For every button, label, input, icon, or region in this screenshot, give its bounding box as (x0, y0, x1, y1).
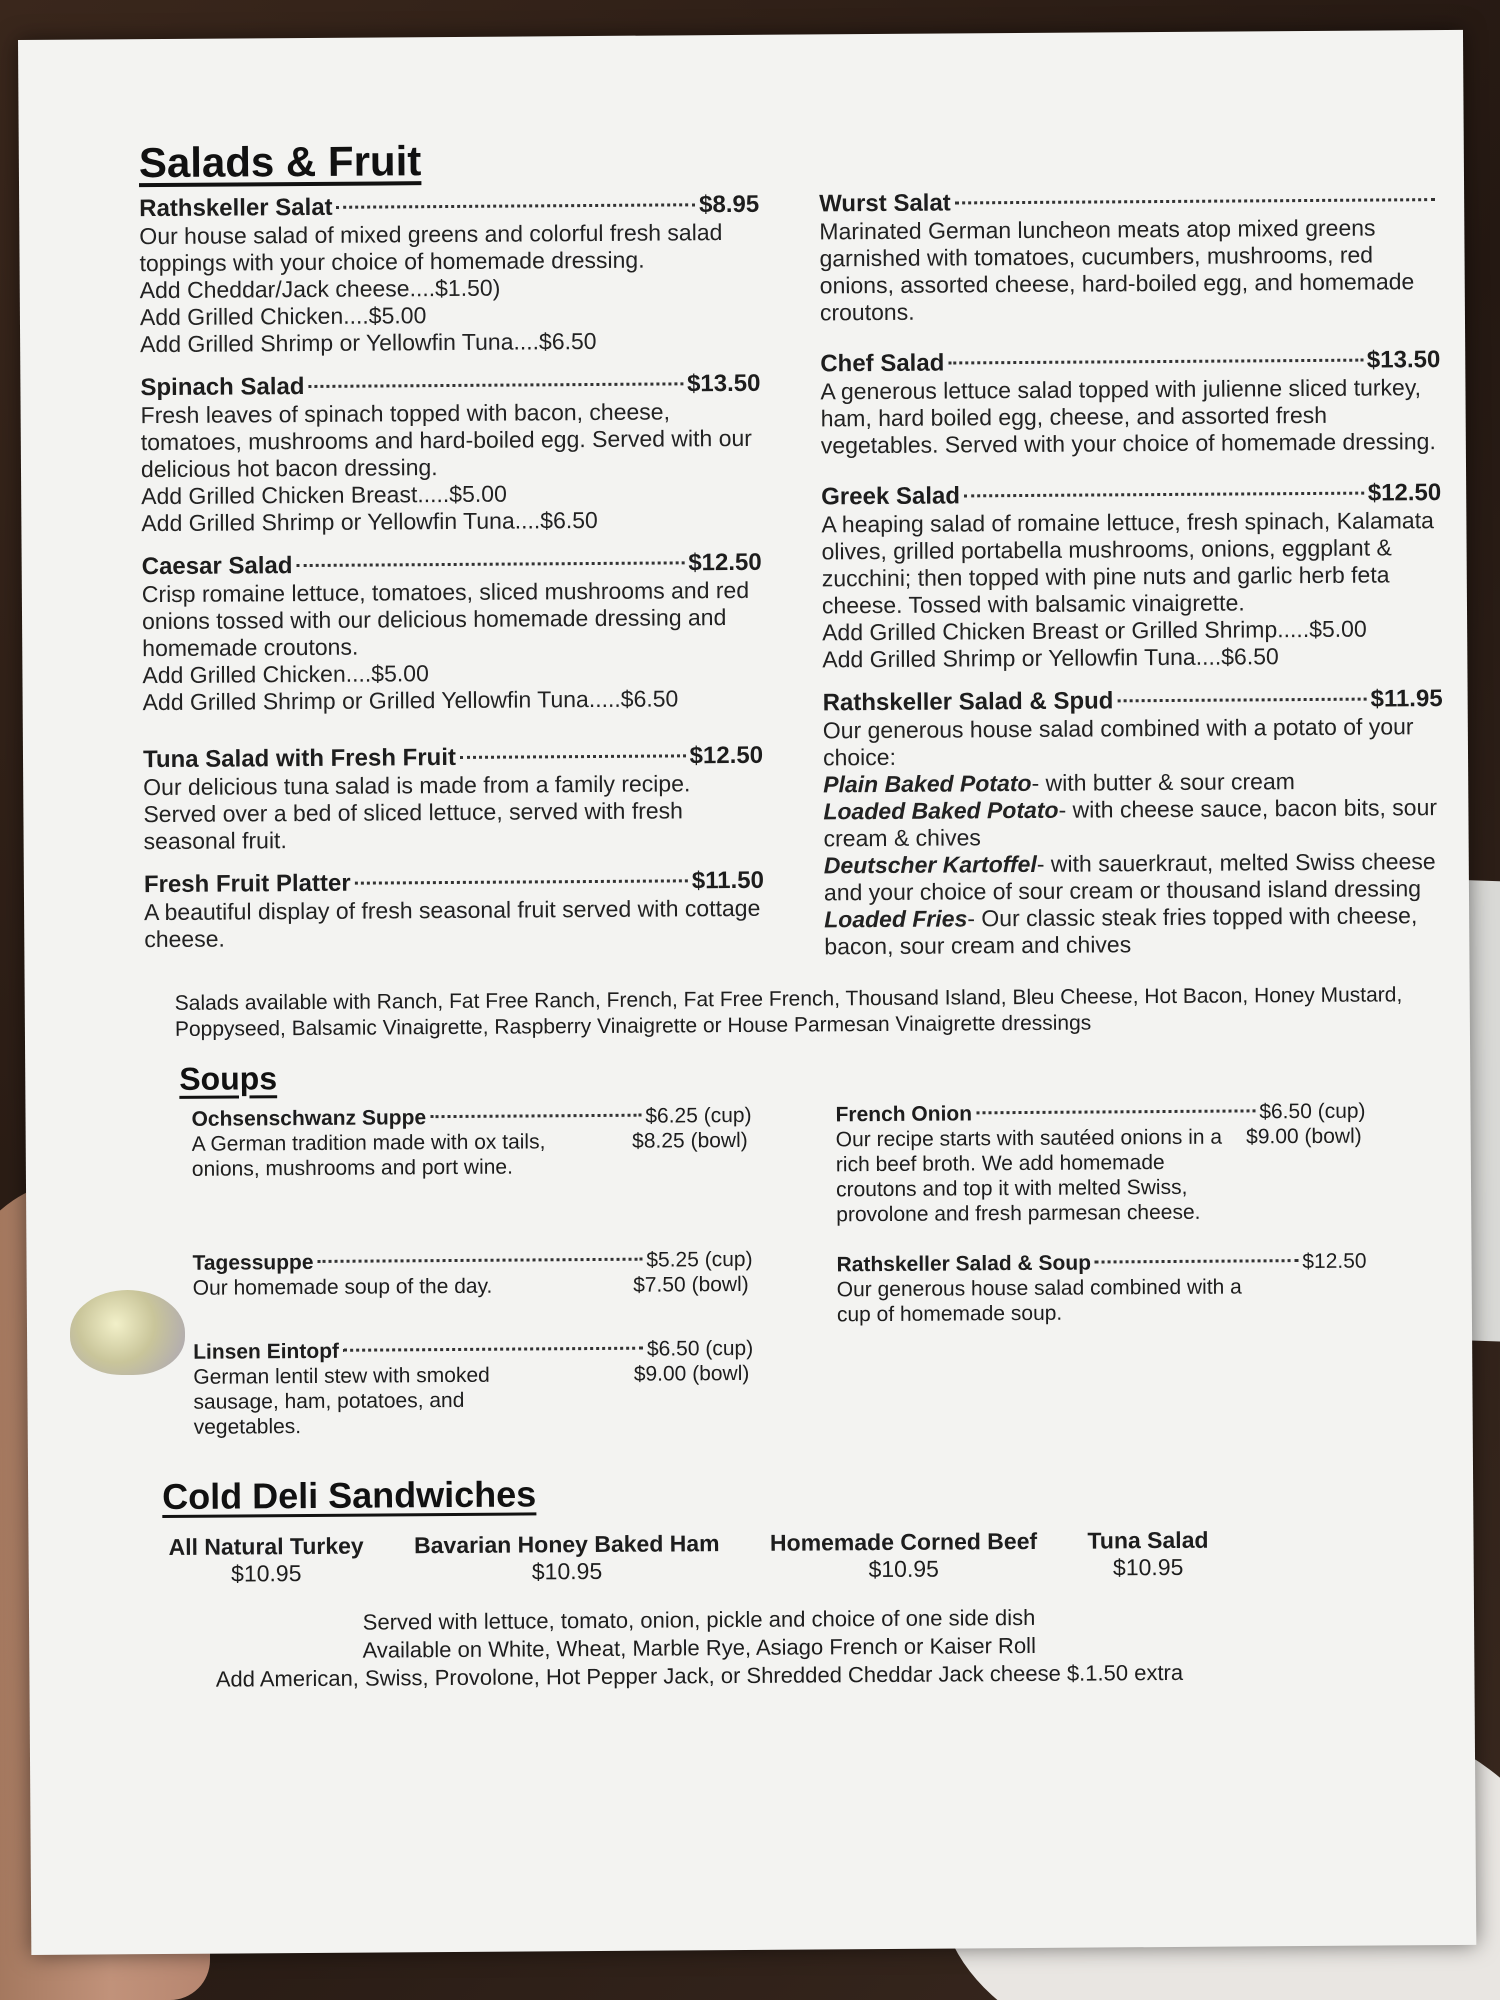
soup-item (192, 1248, 752, 1301)
item-price: $12.50 (689, 741, 764, 770)
item-addon: Add Cheddar/Jack cheese....$1.50) (139, 274, 501, 304)
menu-item (142, 549, 763, 716)
sandwich-note: Add American, Swiss, Provolone, Hot Pepper Jack, or Shredded Cheddar Jack cheese $.1.50 extra (215, 1659, 1184, 1692)
soup-name: Linsen Eintopf (193, 1339, 340, 1364)
menu-item (819, 186, 1440, 326)
item-addon: Add Grilled Chicken....$5.00 (139, 302, 427, 331)
soup-bowl-price: $9.00 (bowl) (633, 1361, 750, 1386)
spud-option-desc: - Our classic steak fries topped with cheese, bacon, sour cream and chives (824, 902, 1418, 960)
soup-name: Ochsenschwanz Suppe (191, 1106, 427, 1131)
sandwich-price: $10.95 (231, 1560, 302, 1587)
salads-left-column (139, 191, 764, 981)
item-name: Rathskeller Salad & Spud (822, 687, 1114, 717)
item-price: $11.95 (1370, 685, 1443, 713)
soup-bowl-price: $8.25 (bowl) (632, 1128, 748, 1153)
item-name: Fresh Fruit Platter (143, 869, 351, 899)
sandwich-note: Served with lettuce, tomato, onion, pickle and choice of one side dish (362, 1604, 1036, 1635)
spud-option (824, 848, 1444, 906)
sandwich-price: $10.95 (868, 1555, 939, 1583)
soup-item (193, 1337, 754, 1440)
item-desc: Our house salad of mixed greens and colorful fresh salad toppings with your choice of homemade dressing. (139, 219, 723, 277)
sandwich-name: Homemade Corned Beef (769, 1527, 1038, 1556)
menu-item (140, 370, 761, 537)
soups-left-column (191, 1104, 753, 1466)
soup-desc: Our homemade soup of the day. (192, 1274, 493, 1300)
soup-desc: German lentil stew with smoked sausage, ham, potatoes, and vegetables. (193, 1363, 490, 1439)
item-name: Rathskeller Salat (139, 193, 333, 223)
item-desc: A beautiful display of fresh seasonal fruit served with cottage cheese. (144, 894, 761, 953)
item-price: $13.50 (1366, 346, 1441, 374)
sandwich-item (414, 1530, 720, 1586)
soup-name: Rathskeller Salad & Soup (836, 1251, 1092, 1277)
item-name: Greek Salad (821, 482, 961, 511)
item-addon: Add Grilled Shrimp or Yellowfin Tuna....$6.50 (822, 643, 1279, 673)
soup-name: Tagessuppe (192, 1250, 314, 1275)
salads-title: Salads & Fruit (138, 137, 422, 187)
spud-option-name: Loaded Baked Potato (823, 796, 1059, 825)
menu-item (139, 191, 760, 358)
menu-item (821, 479, 1442, 673)
soup-cup-price: $6.25 (cup) (645, 1103, 752, 1128)
sandwiches-title: Cold Deli Sandwiches (162, 1473, 537, 1518)
spud-option (824, 902, 1444, 960)
sandwich-note: Available on White, Wheat, Marble Rye, Asiago French or Kaiser Roll (362, 1632, 1036, 1663)
item-name: Tuna Salad with Fresh Fruit (142, 743, 457, 774)
menu-item (143, 742, 764, 855)
item-desc: A generous lettuce salad topped with julienne sliced turkey, ham, hard boiled egg, cheese, and assorted fresh vegetables. Served with your choice of homemade dressing. (820, 374, 1436, 459)
soup-cup-price: $6.50 (cup) (646, 1336, 754, 1361)
salads-right-column (819, 186, 1444, 976)
sandwich-price: $10.95 (1112, 1553, 1184, 1581)
item-desc: Fresh leaves of spinach topped with bacon, cheese, tomatoes, mushrooms and hard-boiled egg. Served with our delicious hot bacon dressing. (140, 398, 752, 483)
sandwich-list (168, 1527, 1208, 1588)
item-price: $12.50 (1367, 479, 1442, 507)
salads-row (139, 186, 1444, 981)
spud-option-desc: - with butter & sour cream (1031, 768, 1295, 796)
menu-content (139, 130, 1450, 1694)
item-addon: Add Grilled Shrimp or Grilled Yellowfin Tuna.....$6.50 (142, 685, 679, 716)
sandwich-price: $10.95 (531, 1557, 603, 1585)
dressings-note: Salads available with Ranch, Fat Free Ranch, French, Fat Free French, Thousand Island, Bleu Cheese, Hot Bacon, Honey Mustard, Poppyseed, Balsamic Vinaigrette, Raspberry Vinaigrette or House Parmesan Vinaigrette dressings (174, 983, 1403, 1041)
soups-title: Soups (179, 1060, 278, 1097)
spud-option-name: Loaded Fries (824, 905, 968, 933)
soups-right-column (835, 1100, 1367, 1462)
spud-option-desc: - with cheese sauce, bacon bits, sour cream & chives (823, 794, 1438, 852)
item-desc: A heaping salad of romaine lettuce, fresh spinach, Kalamata olives, grilled portabella mushrooms, onions, eggplant & zucchini; then topped with pine nuts and garlic herb feta cheese. Tossed with balsamic vinaigrette. (821, 507, 1434, 619)
item-price: $12.50 (688, 548, 762, 577)
soup-item (836, 1250, 1367, 1328)
soup-bowl-price: $9.00 (bowl) (1246, 1124, 1362, 1149)
soup-name: French Onion (835, 1102, 973, 1127)
menu-item (820, 346, 1441, 459)
spud-option (823, 794, 1443, 852)
item-name: Caesar Salad (141, 552, 293, 581)
fingernail (70, 1290, 185, 1375)
soup-price: $12.50 (1302, 1249, 1367, 1274)
soup-cup-price: $5.25 (cup) (646, 1247, 753, 1272)
soup-desc: Our generous house salad combined with a cup of homemade soup. (836, 1275, 1242, 1327)
sandwich-name: Tuna Salad (1087, 1526, 1209, 1554)
sandwich-name: All Natural Turkey (168, 1532, 364, 1560)
soup-item (835, 1100, 1366, 1228)
soup-cup-price: $6.50 (cup) (1259, 1099, 1366, 1124)
item-name: Chef Salad (820, 349, 945, 378)
soup-desc: Our recipe starts with sautéed onions in a rich beef broth. We add homemade croutons and top it with melted Swiss, provolone and fresh parmesan cheese. (835, 1125, 1223, 1227)
item-addon: Add Grilled Chicken Breast or Grilled Shrimp.....$5.00 (822, 615, 1367, 646)
menu-page (18, 30, 1476, 1955)
sandwich-item (1087, 1527, 1208, 1582)
soups-row (145, 1099, 1447, 1466)
item-price: $13.50 (686, 369, 761, 398)
menu-item (823, 685, 1445, 960)
spud-option-desc: - with sauerkraut, melted Swiss cheese and your choice of sour cream or thousand island dressing (823, 848, 1436, 906)
spud-option-name: Plain Baked Potato (823, 769, 1032, 798)
sandwich-item (770, 1528, 1037, 1584)
item-price: $8.95 (699, 190, 760, 219)
menu-item (144, 867, 765, 953)
soup-bowl-price: $7.50 (bowl) (633, 1272, 749, 1297)
sandwich-name: Bavarian Honey Baked Ham (413, 1530, 720, 1559)
item-name: Wurst Salat (819, 189, 951, 218)
item-name: Spinach Salad (140, 373, 305, 402)
item-addon: Add Grilled Shrimp or Yellowfin Tuna....$6.50 (141, 506, 598, 537)
soup-item (191, 1104, 752, 1182)
item-addon: Add Grilled Chicken....$5.00 (142, 660, 429, 689)
item-addon: Add Grilled Shrimp or Yellowfin Tuna....$6.50 (140, 327, 597, 358)
item-price: $11.50 (691, 866, 764, 895)
item-desc: Crisp romaine lettuce, tomatoes, sliced mushrooms and red onions tossed with our delicious homemade dressing and homemade croutons. (141, 576, 750, 662)
sandwich-item (168, 1533, 364, 1588)
spud-option-name: Deutscher Kartoffel (823, 850, 1037, 879)
soup-desc: A German tradition made with ox tails, onions, mushrooms and port wine. (191, 1130, 546, 1181)
spud-option (823, 767, 1443, 798)
item-desc: Our delicious tuna salad is made from a family recipe. Served over a bed of sliced lettuce, served with fresh seasonal fruit. (143, 770, 691, 855)
item-desc: Our generous house salad combined with a potato of your choice: (822, 713, 1414, 771)
item-addon: Add Grilled Chicken Breast.....$5.00 (141, 480, 507, 510)
item-desc: Marinated German luncheon meats atop mixed greens garnished with tomatoes, cucumbers, mushrooms, red onions, assorted cheese, hard-boiled egg, and homemade croutons. (819, 214, 1415, 326)
